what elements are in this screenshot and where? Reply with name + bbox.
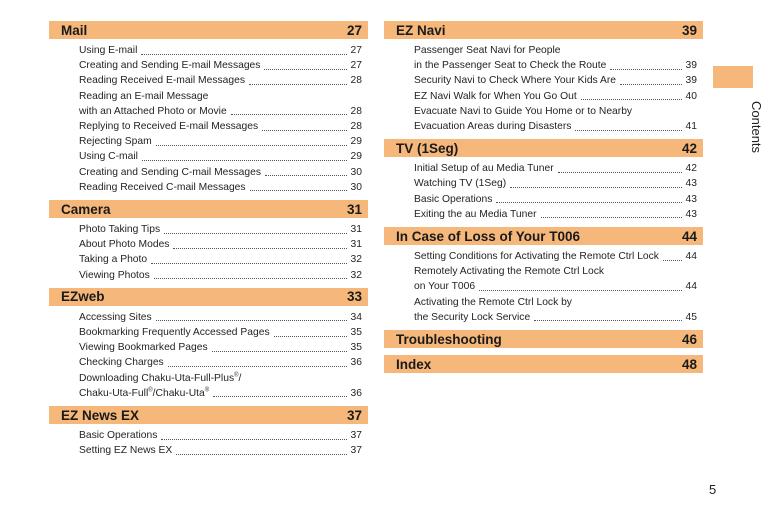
section-header-ezweb[interactable] [49,288,368,306]
toc-entry-text: Viewing Photos [79,269,150,281]
toc-entry[interactable] [79,325,362,340]
toc-entry-text: Reading Received C-mail Messages [79,181,246,193]
toc-entry[interactable] [79,310,362,325]
toc-entry-text: Creating and Sending E-mail Messages [79,60,261,72]
dot-leader [141,53,346,55]
toc-entry-text: Exiting the au Media Tuner [414,208,537,220]
toc-entry-text: Creating and Sending C-mail Messages [79,166,262,178]
toc-entry-page: 43 [685,193,697,205]
toc-entry-text: Checking Charges [79,357,164,369]
toc-entry-text: Rejecting Spam [79,136,152,148]
toc-entry-text: Passenger Seat Navi for People [414,45,561,56]
section-title: TV (1Seg) [396,140,459,156]
section-page-number: 48 [681,356,697,372]
dot-leader [212,350,347,352]
toc-entry-page: 39 [685,75,697,87]
dot-leader [274,335,347,337]
toc-entry-text: Using C-mail [79,151,138,163]
toc-entry[interactable] [79,149,362,164]
dot-leader [541,216,682,218]
dot-leader [610,68,681,70]
toc-entry-list [49,222,368,283]
toc-entry-text: About Photo Modes [79,239,170,251]
toc-entry-page: 35 [350,342,362,354]
toc-entry-page: 44 [685,281,697,293]
toc-entry-page: 36 [350,387,362,399]
toc-entry-page: 29 [350,151,362,163]
toc-entry-text: Replying to Received E-mail Messages [79,121,259,133]
toc-entry[interactable] [414,104,697,134]
toc-entry[interactable] [79,222,362,237]
section-page-number: 46 [681,331,697,347]
toc-entry-page: 29 [350,136,362,148]
section-title: Troubleshooting [396,331,502,347]
dot-leader [558,171,682,173]
toc-entry-text: Reading Received E-mail Messages [79,75,245,87]
dot-leader [575,129,681,131]
toc-entry[interactable] [79,237,362,252]
toc-entry[interactable] [414,89,697,104]
dot-leader [231,113,347,115]
section-header-ez-navi[interactable] [384,21,703,39]
toc-entry-text: Evacuation Areas during Disasters [414,121,572,133]
toc-entry[interactable] [79,134,362,149]
toc-entry-text: Setting EZ News EX [79,445,173,457]
dot-leader [663,259,682,261]
toc-entry-page: 27 [350,60,362,72]
dot-leader [156,144,347,146]
toc-entry-page: 41 [685,121,697,133]
toc-entry[interactable] [79,340,362,355]
toc-entry[interactable] [414,43,697,73]
toc-entry-page: 44 [685,251,697,263]
toc-entry-text: Chaku-Uta-Full®/Chaku-Uta® [79,387,210,399]
toc-entry[interactable] [79,119,362,134]
toc-entry-list [49,43,368,195]
section-title: Index [396,356,432,372]
dot-leader [249,83,347,85]
toc-entry-list [49,428,368,458]
toc-entry-text: Evacuate Navi to Guide You Home or to Nearby [414,105,633,117]
dot-leader [164,232,346,234]
toc-entry-text: Accessing Sites [79,311,152,323]
toc-entry-page: 37 [350,430,362,442]
section-page-number: 42 [681,140,697,156]
section-header-troubleshooting[interactable] [384,330,703,348]
toc-entry-page: 43 [685,178,697,190]
toc-entry-text: Security Navi to Check Where Your Kids Are [414,75,617,87]
dot-leader [534,319,681,321]
dot-leader [213,395,346,397]
toc-entry-page: 31 [350,224,362,236]
toc-entry-text: Viewing Bookmarked Pages [79,342,208,354]
toc-entry[interactable] [414,73,697,88]
toc-entry-text: in the Passenger Seat to Check the Route [414,60,607,72]
section-title: Mail [61,22,88,38]
toc-entry-text: Setting Conditions for Activating the Remote Ctrl Lock [414,251,659,263]
toc-entry[interactable] [414,161,697,176]
contents-side-label: Contents [749,101,764,154]
toc-entry[interactable] [79,43,362,58]
toc-entry-page: 39 [685,60,697,72]
section-header-camera[interactable] [49,200,368,218]
toc-entry-text: Reading an E-mail Message [79,90,209,102]
dot-leader [581,98,682,100]
section-page-number: 44 [681,228,697,244]
toc-entry-list [384,161,703,222]
dot-leader [142,159,347,161]
toc-entry-page: 30 [350,181,362,193]
toc-entry[interactable] [79,428,362,443]
toc-entry[interactable] [79,371,362,401]
toc-entry-text: Initial Setup of au Media Tuner [414,163,554,175]
toc-entry[interactable] [79,165,362,180]
toc-entry-text: Photo Taking Tips [79,224,161,236]
toc-entry-page: 37 [350,445,362,457]
toc-entry[interactable] [79,355,362,370]
section-page-number: 31 [346,201,362,217]
toc-entry[interactable] [79,58,362,73]
dot-leader [161,438,346,440]
toc-entry-text: Taking a Photo [79,254,148,266]
dot-leader [168,365,347,367]
toc-entry-page: 31 [350,239,362,251]
toc-entry-page: 34 [350,311,362,323]
section-header-tv-1seg[interactable] [384,139,703,157]
dot-leader [173,247,346,249]
toc-entry-list [384,249,703,325]
toc-entry-page: 28 [350,121,362,133]
dot-leader [479,289,681,291]
toc-entry-text: Basic Operations [79,430,158,442]
toc-entry-text: Bookmarking Frequently Accessed Pages [79,327,270,339]
toc-entry[interactable] [414,295,697,325]
page-number: 5 [709,482,717,497]
dot-leader [265,174,347,176]
toc-entry[interactable] [414,264,697,294]
toc-entry-text: Using E-mail [79,45,138,56]
section-header-mail[interactable] [49,21,368,39]
toc-entry-page: 32 [350,254,362,266]
section-title: Camera [61,201,111,217]
toc-entry-page: 36 [350,357,362,369]
toc-entry[interactable] [79,89,362,119]
toc-entry[interactable] [414,207,697,222]
toc-entry[interactable] [414,249,697,264]
toc-entry-text: Basic Operations [414,193,493,205]
toc-entry-page: 45 [685,311,697,323]
section-header-index[interactable] [384,355,703,373]
toc-entry-text: Watching TV (1Seg) [414,178,507,190]
toc-entry[interactable] [79,443,362,458]
toc-entry-text: with an Attached Photo or Movie [79,105,227,117]
dot-leader [496,201,681,203]
toc-entry-page: 42 [685,163,697,175]
dot-leader [176,453,346,455]
dot-leader [510,186,681,188]
dot-leader [154,277,347,279]
toc-entry-page: 32 [350,269,362,281]
toc-entry-text: Remotely Activating the Remote Ctrl Lock [414,266,604,278]
dot-leader [262,129,346,131]
toc-entry-page: 27 [350,45,362,56]
toc-entry-page: 30 [350,166,362,178]
section-page-number: 37 [346,407,362,423]
toc-entry-page: 40 [685,90,697,102]
toc-entry-page: 35 [350,327,362,339]
toc-entry-list [384,43,703,134]
section-title: EZ Navi [396,22,446,38]
section-title: In Case of Loss of Your T006 [396,228,581,244]
toc-entry[interactable] [79,268,362,283]
section-page-number: 39 [681,22,697,38]
section-title: EZ News EX [61,407,140,423]
toc-entry-text: Downloading Chaku-Uta-Full-Plus®/ [79,372,242,384]
dot-leader [250,189,347,191]
toc-entry-page: 43 [685,208,697,220]
toc-entry-text: EZ Navi Walk for When You Go Out [414,90,577,102]
dot-leader [264,68,346,70]
toc-entry-page: 28 [350,75,362,87]
dot-leader [151,262,346,264]
toc-entry[interactable] [414,192,697,207]
section-header-ez-news-ex[interactable] [49,406,368,424]
toc-entry-text: the Security Lock Service [414,311,531,323]
contents-side-tab [713,66,753,88]
toc-entry[interactable] [414,176,697,191]
section-header-in-case-of-loss-of-your-t006[interactable] [384,227,703,245]
toc-left-column [49,21,368,463]
toc-entry-text: Activating the Remote Ctrl Lock by [414,296,572,308]
toc-entry-page: 28 [350,105,362,117]
toc-right-column [384,21,703,380]
section-title: EZweb [61,289,105,305]
dot-leader [620,83,682,85]
toc-entry[interactable] [79,252,362,267]
toc-entry-text: on Your T006 [414,281,476,293]
section-page-number: 33 [346,289,362,305]
toc-entry[interactable] [79,180,362,195]
section-page-number: 27 [346,22,362,38]
toc-entry-list [49,310,368,401]
toc-entry[interactable] [79,73,362,88]
dot-leader [156,319,347,321]
